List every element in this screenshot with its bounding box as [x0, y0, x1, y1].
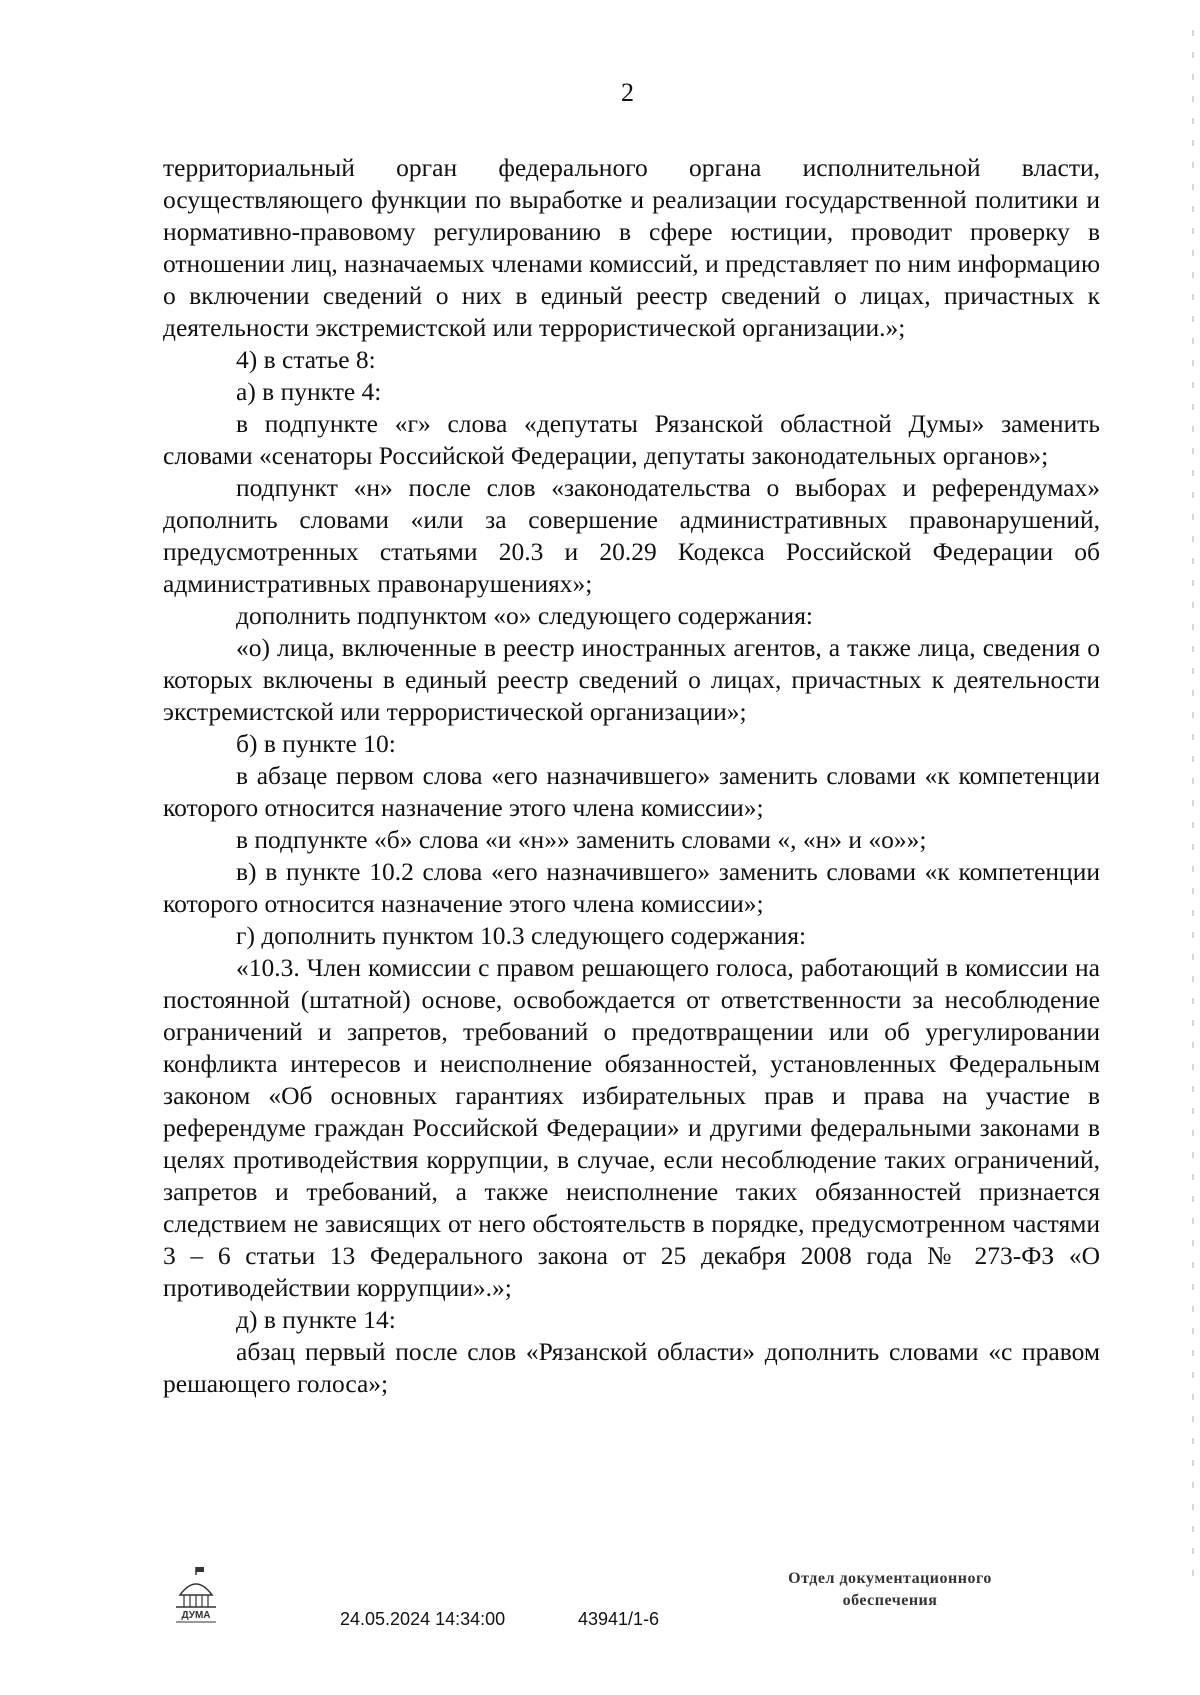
duma-logo-text: ДУМА	[181, 1610, 211, 1621]
paragraph: а) в пункте 4:	[236, 377, 382, 406]
page-number: 2	[621, 78, 634, 107]
paragraph: 4) в статье 8:	[236, 345, 376, 374]
paragraph: в подпункте «б» слова «и «н»» заменить словами «, «н» и «о»»;	[236, 825, 927, 854]
department-line-2: обеспечения	[842, 1592, 938, 1609]
paragraph: в абзаце первом слова «его назначившего» заменить словами «к компетенции которого относится назначение этого члена комиссии»;	[163, 761, 1100, 822]
footer-department-stamp	[740, 1568, 1040, 1612]
paragraph: в) в пункте 10.2 слова «его назначившего» заменить словами «к компетенции которого относится назначение этого члена комиссии»;	[163, 857, 1100, 918]
paragraph: г) дополнить пунктом 10.3 следующего содержания:	[236, 921, 807, 950]
scan-edge-artifact	[1192, 30, 1194, 1590]
document-body	[163, 152, 1100, 1400]
paragraph: дополнить подпунктом «о» следующего содержания:	[236, 601, 814, 630]
paragraph: б) в пункте 10:	[236, 729, 396, 758]
duma-logo	[172, 1565, 220, 1625]
paragraph: территориальный орган федерального органа исполнительной власти, осуществляющего функции по выработке и реализации государственной политики и нормативно-правовому регулированию в сфере юстиции, проводит проверку в отношении лиц, назначаемых членами комиссий, и представляет по ним информацию о включении сведений о них в единый реестр сведений о лицах, причастных к деятельности экстремистской или террористической организации.»;	[163, 153, 1100, 342]
footer-registration-number: 43941/1-6	[578, 1609, 660, 1629]
paragraph: подпункт «н» после слов «законодательства о выборах и референдумах» дополнить словами «или за совершение административных правонарушений, предусмотренных статьями 20.3 и 20.29 Кодекса Российской Федерации об административных правонарушениях»;	[163, 473, 1100, 598]
paragraph: в подпункте «г» слова «депутаты Рязанской областной Думы» заменить словами «сенаторы Российской Федерации, депутаты законодательных органов»;	[163, 409, 1100, 470]
paragraph: д) в пункте 14:	[236, 1305, 396, 1334]
paragraph: абзац первый после слов «Рязанской области» дополнить словами «с правом решающего голоса»;	[163, 1337, 1100, 1398]
paragraph: «10.3. Член комиссии с правом решающего голоса, работающий в комиссии на постоянной (штатной) основе, освобождается от ответственности за несоблюдение ограничений и запретов, требований о предотвращении или об урегулировании конфликта интересов и неисполнение обязанностей, установленных Федеральным законом «Об основных гарантиях избирательных прав и права на участие в референдуме граждан Российской Федерации» и другими федеральными законами в целях противодействия коррупции, в случае, если несоблюдение таких ограничений, запретов и требований, а также неисполнение таких обязанностей признается следствием не зависящих от него обстоятельств в порядке, предусмотренном частями 3 – 6 статьи 13 Федерального закона от 25 декабря 2008 года № 273-ФЗ «О противодействии коррупции».»;	[163, 953, 1100, 1302]
paragraph: «о) лица, включенные в реестр иностранных агентов, а также лица, сведения о которых включены в единый реестр сведений о лицах, причастных к деятельности экстремистской или террористической организации»;	[163, 633, 1100, 726]
department-line-1: Отдел документационного	[788, 1570, 992, 1587]
footer-datetime: 24.05.2024 14:34:00	[340, 1609, 506, 1629]
